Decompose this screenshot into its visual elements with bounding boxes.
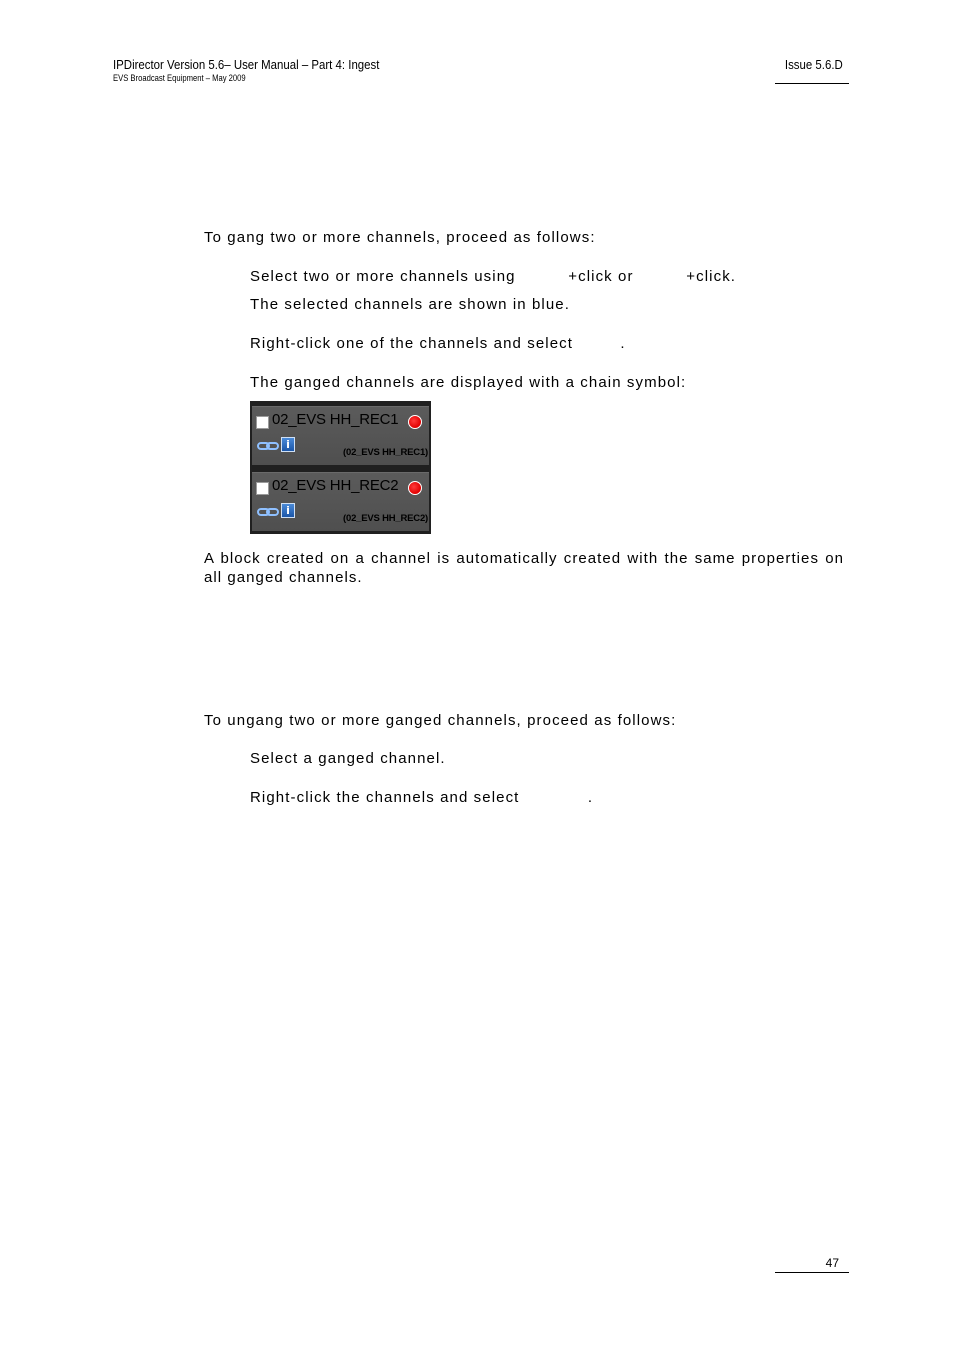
gang-step1-note: The selected channels are shown in blue.	[250, 296, 571, 313]
ganged-channels-screenshot	[250, 401, 431, 534]
channel-checkbox[interactable]	[256, 482, 269, 495]
gang-step1: Select two or more channels using +click or +click.	[250, 268, 737, 285]
chain-icon	[257, 440, 279, 452]
ungang-step2: Right-click the channels and select .	[250, 789, 594, 806]
ungang-intro: To ungang two or more ganged channels, proceed as follows:	[204, 712, 677, 729]
gang-result: A block created on a channel is automatically created with the same properties on all ganged channels.	[204, 550, 844, 586]
ungang-step1: Select a ganged channel.	[250, 750, 446, 767]
gang-step3: The ganged channels are displayed with a chain symbol:	[250, 374, 687, 391]
record-icon	[408, 481, 422, 495]
channel-subname: (02_EVS HH_REC1)	[343, 447, 428, 458]
channel-checkbox[interactable]	[256, 416, 269, 429]
header-subtitle: EVS Broadcast Equipment – May 2009	[113, 73, 246, 83]
header-issue: Issue 5.6.D	[785, 57, 843, 72]
info-icon[interactable]: i	[281, 437, 295, 452]
footer-rule	[775, 1272, 849, 1273]
gang-intro: To gang two or more channels, proceed as follows:	[204, 229, 596, 246]
channel-name: 02_EVS HH_REC1	[272, 411, 399, 428]
record-icon	[408, 415, 422, 429]
chain-icon	[257, 506, 279, 518]
channel-row[interactable]	[252, 472, 429, 531]
info-icon[interactable]: i	[281, 503, 295, 518]
gang-step2: Right-click one of the channels and select .	[250, 335, 626, 352]
header-title: IPDirector Version 5.6– User Manual – Part 4: Ingest	[113, 57, 380, 72]
page-number: 47	[825, 1256, 839, 1270]
channel-row[interactable]	[252, 406, 429, 465]
header-rule	[775, 83, 849, 84]
channel-name: 02_EVS HH_REC2	[272, 477, 399, 494]
channel-subname: (02_EVS HH_REC2)	[343, 513, 428, 524]
